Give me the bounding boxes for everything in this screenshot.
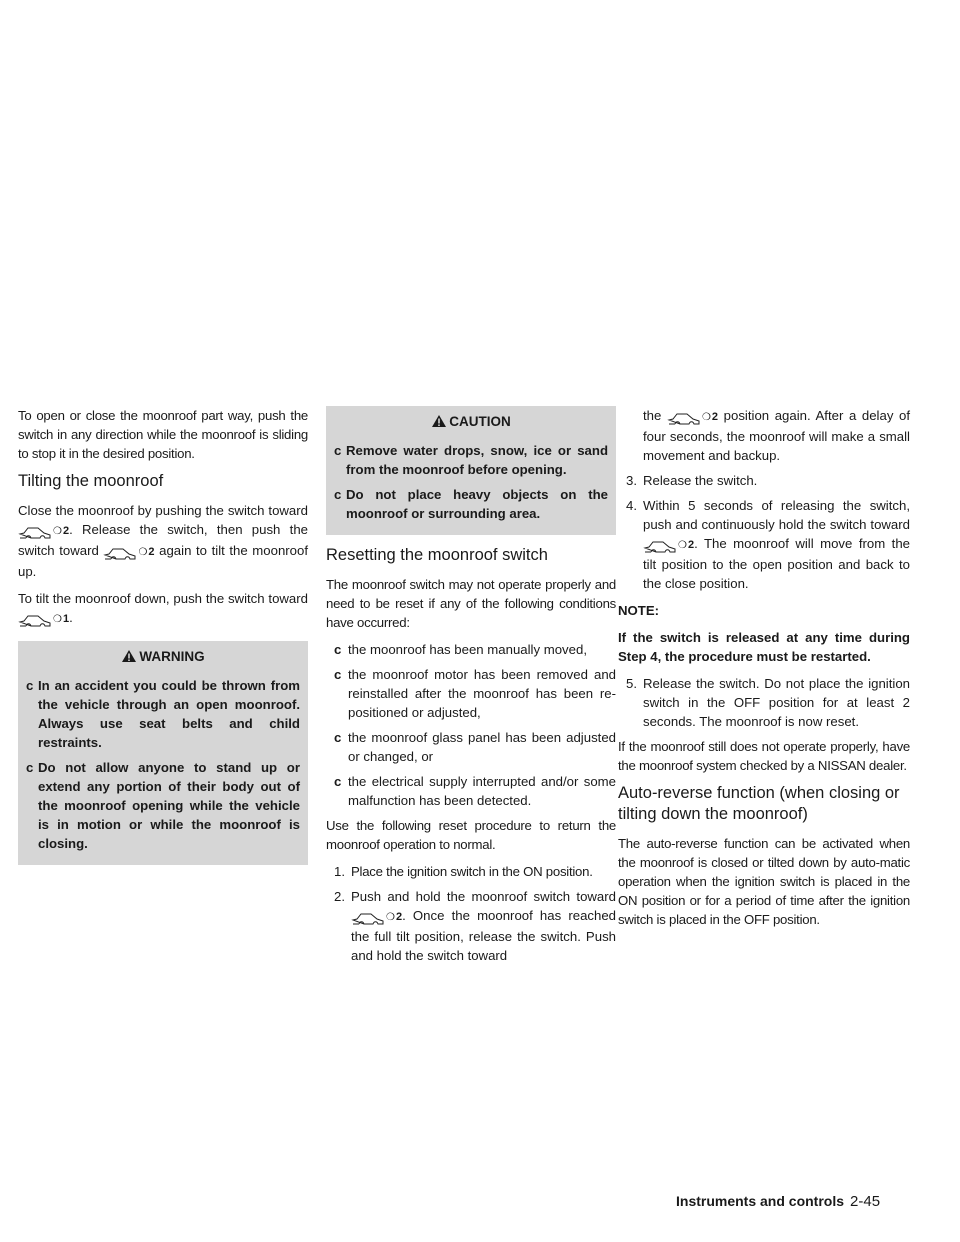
caution-item: [334, 441, 608, 479]
caution-item-text: Remove water drops, snow, ice or sand from the moonroof before opening.: [346, 443, 608, 477]
column-right: [618, 406, 910, 937]
callout-1: ❍ 1: [53, 613, 69, 625]
note-label: NOTE:: [618, 603, 660, 618]
callout-2: ❍ 2: [386, 911, 402, 923]
auto-reverse-paragraph: The auto-reverse function can be activated when the moonroof is closed or tilted down by auto-matic operation when the ignition switch is placed in the ON position or for a period of time after the ignition switch is placed in the OFF position.: [618, 836, 910, 927]
condition-text: the moonroof has been manually moved,: [348, 642, 587, 657]
condition-item: [334, 640, 616, 659]
condition-item: [334, 728, 616, 766]
caution-item: [334, 485, 608, 523]
intro-paragraph: To open or close the moonroof part way, push the switch in any direction while the moonroof is sliding to stop it in the desired position.: [18, 408, 308, 461]
step-text: [351, 887, 616, 965]
column-middle: [326, 406, 616, 971]
bullet-icon: [26, 676, 38, 752]
step-2-continued: [643, 406, 910, 465]
tilting-heading: Tilting the moonroof: [18, 472, 164, 490]
warning-item: [26, 758, 300, 853]
bullet-icon: [334, 640, 348, 659]
step-number: 5.: [626, 676, 637, 691]
step4-text-b: . The moonroof will move from the tilt position to the open position and back to the close position.: [643, 536, 910, 591]
page-number: 2-45: [850, 1193, 881, 1210]
caution-triangle-icon: [431, 414, 447, 433]
tilt-p1-text-c: again to tilt the moonroof up.: [18, 543, 309, 579]
condition-text: the moonroof motor has been removed and reinstalled after the moonroof has been re-positioned or adjusted,: [348, 667, 616, 720]
note-text: If the switch is released at any time during Step 4, the procedure must be restarted.: [618, 630, 910, 664]
step2-cont-text-a: the: [643, 408, 662, 423]
condition-text: the electrical supply interrupted and/or some malfunction has been detected.: [348, 774, 616, 808]
reset-intro: The moonroof switch may not operate properly and need to be reset if any of the following conditions have occurred:: [326, 577, 616, 630]
step-text: [643, 496, 910, 593]
tilt-paragraph-1: [18, 501, 308, 581]
step-number: 1.: [334, 864, 345, 879]
bullet-icon: [334, 772, 348, 810]
callout-2: ❍ 2: [138, 546, 154, 558]
step2-text-a: Push and hold the moonroof switch toward: [351, 889, 616, 904]
bullet-icon: [26, 758, 38, 853]
tilt-p2-text-b: .: [69, 610, 73, 625]
step2-text-b: . Once the moonroof has reached the full tilt position, release the switch. Push and hold the switch toward: [351, 908, 616, 963]
step-number: 3.: [626, 473, 637, 488]
resetting-heading: Resetting the moonroof switch: [326, 546, 548, 564]
condition-item: [334, 665, 616, 722]
warning-item-text: Do not allow anyone to stand up or extend any portion of their body out of the moonroof opening while the vehicle is in motion or while the moonroof is closing.: [38, 760, 300, 851]
caution-box: [326, 406, 616, 535]
tilt-paragraph-2: [18, 589, 308, 629]
car-roof-icon: [643, 536, 677, 555]
bullet-icon: [334, 728, 348, 766]
step-5: [626, 674, 910, 731]
caution-title: [334, 412, 608, 433]
step-2: [334, 887, 616, 965]
condition-item: [334, 772, 616, 810]
bullet-icon: [334, 665, 348, 722]
callout-2: ❍ 2: [53, 525, 69, 537]
callout-2: ❍ 2: [678, 539, 694, 551]
warning-title: [26, 647, 300, 668]
footer-section-title: Instruments and controls: [676, 1193, 845, 1209]
step-number: 4.: [626, 498, 637, 513]
warning-box: [18, 641, 308, 865]
warning-title-text: WARNING: [139, 649, 205, 664]
step2-cont-text-b: position again. After a delay of four seconds, the moonroof will make a small movement and backup.: [643, 408, 911, 463]
bullet-icon: [334, 441, 346, 479]
dealer-paragraph: If the moonroof still does not operate properly, have the moonroof system checked by a NISSAN dealer.: [618, 739, 910, 773]
car-roof-icon: [667, 408, 701, 427]
column-left: [18, 406, 308, 875]
procedure-intro: Use the following reset procedure to return the moonroof operation to normal.: [326, 818, 616, 852]
auto-reverse-heading: Auto-reverse function (when closing or tilting down the moonroof): [618, 784, 900, 823]
car-roof-icon: [351, 908, 385, 927]
car-roof-icon: [103, 543, 137, 562]
caution-item-text: Do not place heavy objects on the moonroof or surrounding area.: [346, 487, 608, 521]
tilt-p1-text-b: . Release the switch, then push the switch toward: [18, 522, 308, 558]
car-roof-icon: [18, 610, 52, 629]
tilt-p2-text-a: To tilt the moonroof down, push the switch toward: [18, 591, 308, 606]
bullet-icon: [334, 485, 346, 523]
step-text: Release the switch. Do not place the ignition switch in the OFF position for at least 2 seconds. The moonroof is now reset.: [643, 676, 910, 729]
step-3: [626, 471, 910, 490]
step-number: 2.: [334, 889, 345, 904]
tilt-p1-text-a: Close the moonroof by pushing the switch toward: [18, 503, 308, 518]
condition-text: the moonroof glass panel has been adjusted or changed, or: [348, 730, 616, 764]
step-4: [626, 496, 910, 593]
step-text: Release the switch.: [643, 473, 758, 488]
caution-title-text: CAUTION: [449, 414, 511, 429]
page-footer: [676, 1192, 880, 1211]
step-text: Place the ignition switch in the ON position.: [351, 864, 593, 879]
callout-2: ❍ 2: [702, 411, 718, 423]
step4-text-a: Within 5 seconds of releasing the switch, push and continuously hold the switch toward: [643, 498, 910, 532]
warning-triangle-icon: [121, 649, 137, 668]
warning-item: [26, 676, 300, 752]
warning-item-text: In an accident you could be thrown from the vehicle through an open moonroof. Always use seat belts and child restraints.: [38, 678, 300, 750]
car-roof-icon: [18, 522, 52, 541]
step-1: [334, 862, 616, 881]
step-text: [643, 406, 910, 465]
